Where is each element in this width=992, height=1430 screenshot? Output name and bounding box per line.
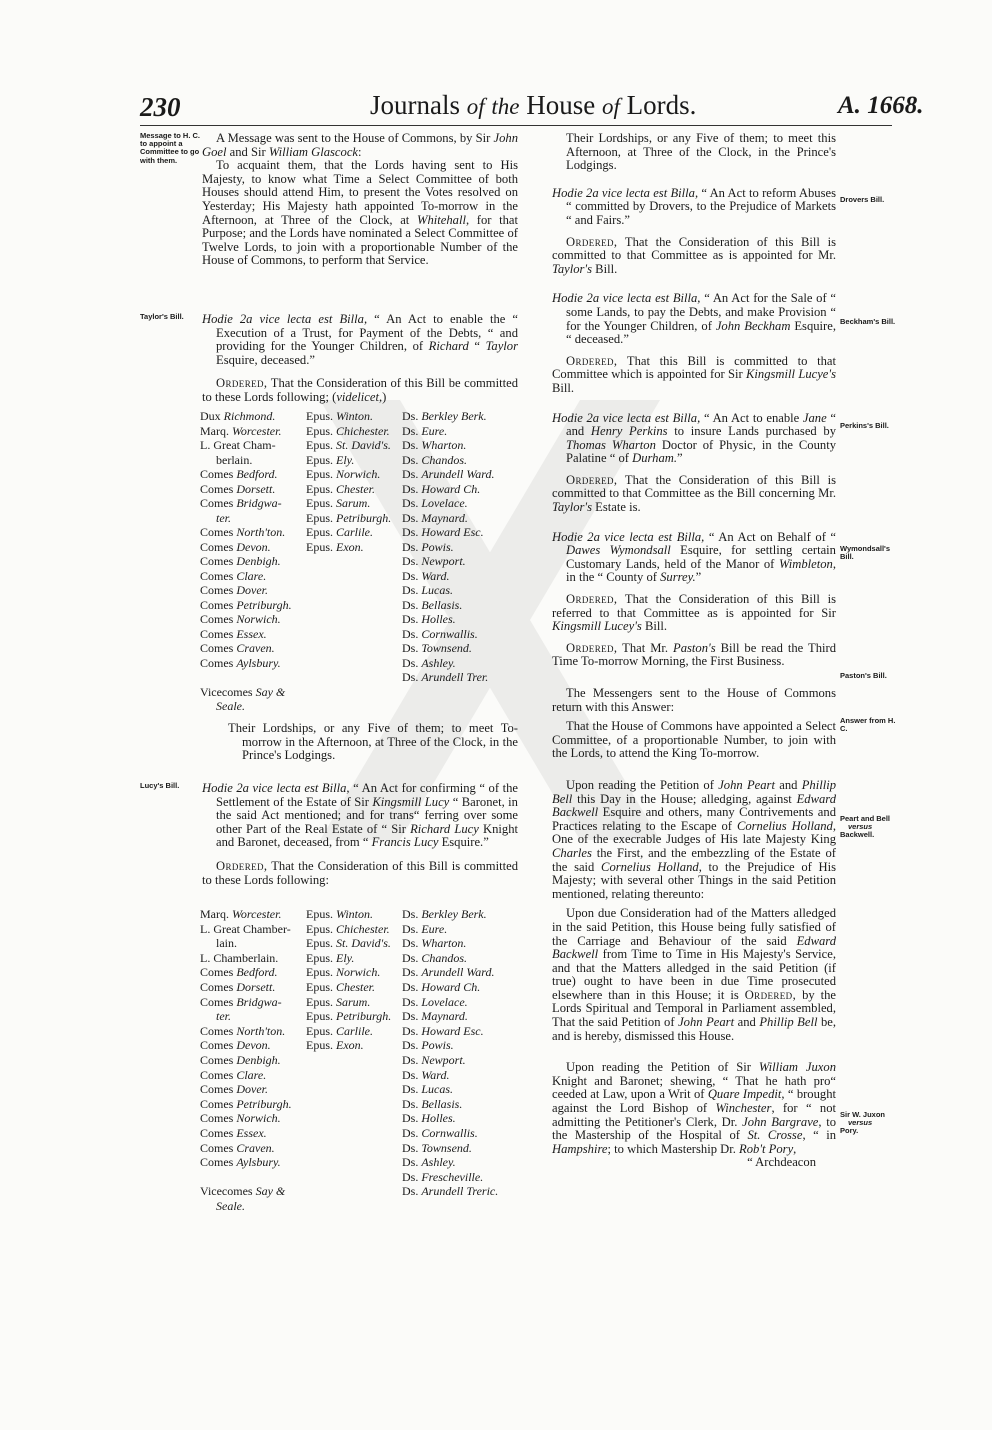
committee-member: Epus. Winton.	[306, 409, 374, 423]
wymondsall-order: Ordered, That the Consideration of this Bill is referred to that Committee as is appointed for Sir Kingsmill Lucey's Bill.	[552, 592, 836, 634]
margin-note-juxon-line1: Sir W. Juxon	[840, 1110, 886, 1119]
committee-member: Epus. Sarum.	[306, 496, 371, 510]
committee-member: Comes Clare.	[200, 1067, 267, 1082]
committee-member: L. Chamberlain.	[200, 950, 279, 965]
running-title	[370, 90, 696, 121]
committee-member: Ds. Eure.	[402, 921, 448, 936]
committee-member: Epus. Winton.	[306, 907, 374, 921]
committee-member: Comes Craven.	[200, 1140, 275, 1155]
committee-list-taylor	[200, 410, 520, 715]
committee-member: Comes Denbigh.	[200, 1053, 281, 1067]
margin-note-drovers: Drovers Bill.	[840, 195, 885, 204]
committee-member: Ds. Cornwallis.	[402, 626, 478, 641]
committee-member: Epus. Carlile.	[306, 1023, 374, 1038]
margin-note-beckham: Beckham's Bill.	[840, 317, 896, 326]
committee-member: Ds. Arundell Treric.	[402, 1184, 499, 1199]
margin-note-wymondsall: Wymondsall's Bill.	[840, 544, 890, 562]
committee-member: Ds. Townsend.	[402, 1140, 472, 1155]
committee-member: Epus. Exon.	[306, 1038, 364, 1053]
committee-member: Comes Bedford.	[200, 965, 278, 980]
committee-member: Ds. Chandos.	[402, 950, 468, 965]
committee-member: berlain.	[216, 452, 253, 467]
committee-member: Ds. Powis.	[402, 1038, 454, 1053]
committee-member: Ds. Arundell Ward.	[402, 467, 495, 481]
committee-member: Comes Clare.	[200, 568, 267, 583]
lucy-bill-reading: Hodie 2a vice lecta est Billa, “ An Act for confirming “ of the Settlement of the Estate of Sir Kingsmill Lucy “ Baronet, in the said Act mentioned; and for trans“ ferring over some other Part of the Real Estate of “ Sir Richard Lucy Knight and Baronet, deceased, from “ Francis Lucy Esquire.”	[202, 781, 518, 850]
committee-member: Comes Aylsbury.	[200, 1155, 281, 1170]
committee-member: Ds. Wharton.	[402, 438, 467, 452]
committee-member: Ds. Lovelace.	[402, 994, 468, 1009]
committee-member: Ds. Arundell Trer.	[402, 670, 489, 684]
beckham-order: Ordered, That this Bill is committed to that Committee which is appointed for Sir Kingsmill Lucye's Bill.	[552, 353, 836, 395]
margin-note-juxon-line2: versus	[848, 1118, 873, 1128]
committee-member: Comes Dorsett.	[200, 481, 276, 496]
meeting-this-afternoon: Their Lordships, or any Five of them; to meet this Afternoon, at Three of the Clock, in the Prince's Lodgings.	[566, 131, 836, 173]
committee-member: Comes North'ton.	[200, 1023, 286, 1038]
title-of: of	[466, 94, 485, 119]
margin-note-juxon	[840, 1111, 900, 1136]
committee-member: Vicecomes Say &	[200, 1184, 286, 1199]
committee-member: Ds. Lucas.	[402, 1082, 454, 1097]
committee-member: Ds. Powis.	[402, 539, 454, 554]
committee-member: Seale.	[216, 699, 245, 713]
year-prefix: A.	[838, 92, 861, 119]
committee-member: Dux Richmond.	[200, 409, 276, 423]
committee-member: Epus. Chichester.	[306, 423, 390, 438]
committee-member: Ds. Eure.	[402, 423, 448, 438]
committee-member: Epus. Carlile.	[306, 525, 374, 539]
committee-member: Epus. Petriburgh.	[306, 1009, 392, 1024]
lucy-bill-block	[202, 782, 518, 887]
committee-member: Ds. Arundell Ward.	[402, 965, 495, 980]
committee-member: Seale.	[216, 1199, 245, 1213]
committee-member: Comes Essex.	[200, 1126, 267, 1140]
margin-note-peart	[840, 815, 900, 840]
committee-member: Comes North'ton.	[200, 525, 286, 539]
committee-member: Ds. Frescheville.	[402, 1169, 484, 1184]
committee-member: Epus. Ely.	[306, 452, 355, 467]
committee-member: Ds. Ashley.	[402, 1155, 456, 1170]
margin-note-peart-line2: versus	[848, 822, 873, 832]
margin-note-juxon-line3: Pory.	[840, 1126, 859, 1136]
committee-member: Ds. Lucas.	[402, 583, 454, 597]
juxon-petition: Upon reading the Petition of Sir William Juxon Knight and Baronet; shewing, “ That he hath pro“ ceeded at Law, upon a Writ of Quare Impedit, “ brought against the Lord Bishop of Winchester, for “ not admitting the Petitioner's Clerk, Dr. John Bargrave, to the Mastership of the Hospital of St. Crosse, “ in Hampshire; to which Mastership Dr. Rob't Pory,	[552, 1060, 837, 1156]
committee-member: Marq. Worcester.	[200, 423, 282, 438]
taylor-meeting-text: Their Lordships, or any Five of them; to meet To-morrow in the Afternoon, at Three of the Clock, in the Prince's Lodgings.	[228, 721, 518, 763]
committee-member: Comes Norwich.	[200, 1111, 281, 1126]
committee-member: Ds. Howard Esc.	[402, 525, 484, 539]
margin-note-taylor: Taylor's Bill.	[140, 312, 184, 321]
committee-member: Comes Dover.	[200, 1082, 269, 1097]
committee-member: Ds. Maynard.	[402, 1009, 468, 1024]
committee-member: L. Great Cham-	[200, 438, 276, 452]
committee-member: Epus. Chester.	[306, 481, 375, 496]
header-rule	[140, 125, 892, 126]
committee-member: Comes Aylsbury.	[200, 655, 281, 670]
committee-member: Ds. Ward.	[402, 1067, 450, 1082]
perkins-bill-reading: Hodie 2a vice lecta est Billa, “ An Act to enable Jane “ and Henry Perkins to insure Lands purchased by Thomas Wharton Doctor of Physic, in the County Palatine “ of Durham.”	[552, 410, 836, 466]
message-block	[202, 132, 518, 268]
drovers-bill-reading: Hodie 2a vice lecta est Billa, “ An Act to reform Abuses “ committed by Drovers, to the Prejudice of Markets “ and Fairs.”	[552, 185, 836, 227]
title-the: the	[491, 94, 520, 119]
committee-member: Comes Bridgwa-	[200, 496, 282, 510]
committee-member: Epus. Chester.	[306, 980, 375, 994]
committee-member: Comes Dorsett.	[200, 980, 276, 994]
wymondsall-bill-reading: Hodie 2a vice lecta est Billa, “ An Act on Behalf of “ Dawes Wymondsall Esquire, for settling certain Customary Lands, held of the Manor of Wimbleton, in the “ County of Surrey.”	[552, 529, 836, 585]
committee-member: Comes Devon.	[200, 1038, 271, 1053]
lucy-order: Ordered, That the Consideration of this Bill is committed to these Lords following:	[202, 858, 518, 887]
committee-member: Ds. Berkley Berk.	[402, 907, 487, 921]
committee-member: Epus. Sarum.	[306, 994, 371, 1009]
committee-member: Epus. Norwich.	[306, 467, 381, 481]
taylor-order: Ordered, That the Consideration of this Bill be committed to these Lords following; (videlicet,)	[202, 376, 518, 404]
committee-member: Ds. Townsend.	[402, 641, 472, 655]
year-value: 1668.	[867, 92, 924, 119]
committee-member: Comes Norwich.	[200, 612, 281, 626]
right-column	[552, 132, 836, 1170]
committee-member: Epus. Ely.	[306, 950, 355, 965]
title-lords: Lords.	[626, 90, 697, 120]
committee-member: L. Great Chamber-	[200, 921, 291, 936]
committee-member: Ds. Cornwallis.	[402, 1126, 478, 1140]
committee-member: Comes Petriburgh.	[200, 1096, 292, 1111]
committee-member: Epus. Norwich.	[306, 965, 381, 980]
committee-member: Comes Bridgwa-	[200, 994, 282, 1009]
committee-member: Ds. Newport.	[402, 1053, 466, 1067]
committee-member: Marq. Worcester.	[200, 907, 282, 921]
perkins-order: Ordered, That the Consideration of this Bill is committed to that Committee as the Bill concerning Mr. Taylor's Estate is.	[552, 472, 836, 515]
peart-petition: Upon reading the Petition of John Peart and Phillip Bell this Day in the House; alledging, against Edward Backwell Esquire and others, many Contrivements and Practices relating to the Escape of Cornelius Holland, One of the execrable Judges of His late Majesty King Charles the First, and the embezzling of the Estate of the said Cornelius Holland, to the Prejudice of His Majesty; with several other Things in the said Petition mentioned, relating thereunto:	[552, 777, 837, 901]
margin-note-paston: Paston's Bill.	[840, 671, 887, 680]
committee-member: Ds. Newport.	[402, 554, 466, 568]
committee-member: Vicecomes Say &	[200, 684, 286, 699]
committee-member: Ds. Berkley Berk.	[402, 409, 487, 423]
answer-para-1: The Messengers sent to the House of Commons return with this Answer:	[552, 686, 836, 714]
margin-note-answer: Answer from H. C.	[840, 716, 896, 734]
taylor-bill-block	[202, 313, 518, 405]
committee-member: Ds. Bellasis.	[402, 597, 463, 612]
margin-note-message: Message to H. C. to appoint a Committee to go with them.	[140, 131, 201, 165]
answer-para-2: That the House of Commons have appointed a Select Committee, of a proportionable Number, to join with the Lords, to attend the King To-morrow.	[552, 719, 836, 761]
taylor-meeting-note	[228, 722, 518, 763]
committee-member: Epus. St. David's.	[306, 936, 391, 951]
year	[838, 92, 923, 120]
committee-member: Ds. Bellasis.	[402, 1096, 463, 1111]
committee-member: Ds. Chandos.	[402, 452, 468, 467]
committee-member: Ds. Ashley.	[402, 655, 456, 670]
committee-member: Ds. Ward.	[402, 568, 450, 583]
committee-member: ter.	[216, 510, 231, 525]
message-para-1: A Message was sent to the House of Commons, by Sir John Goel and Sir William Glascock:	[202, 131, 518, 159]
committee-member: Ds. Wharton.	[402, 936, 467, 951]
committee-member: Comes Devon.	[200, 539, 271, 554]
committee-member: Epus. Chichester.	[306, 921, 390, 936]
title-of-2: of	[602, 94, 620, 119]
committee-member: lain.	[216, 936, 237, 951]
committee-member: Comes Petriburgh.	[200, 597, 292, 612]
committee-member: ter.	[216, 1009, 231, 1024]
committee-member: Comes Bedford.	[200, 467, 278, 481]
committee-member: Ds. Lovelace.	[402, 496, 468, 510]
paston-order: Ordered, That Mr. Paston's Bill be read the Third Time To-morrow Morning, the First Business.	[552, 640, 836, 669]
committee-list-lucy	[200, 908, 520, 1218]
committee-member: Epus. Petriburgh.	[306, 510, 392, 525]
committee-member: Ds. Howard Ch.	[402, 481, 481, 496]
margin-note-perkins: Perkins's Bill.	[840, 421, 889, 430]
committee-member: Comes Dover.	[200, 583, 269, 597]
committee-member: Ds. Howard Esc.	[402, 1023, 484, 1038]
catchword: “ Archdeacon	[747, 1155, 816, 1170]
drovers-order: Ordered, That the Consideration of this Bill is committed to that Committee as is appointed for Mr. Taylor's Bill.	[552, 234, 836, 276]
committee-member: Ds. Holles.	[402, 1111, 456, 1126]
title-journals: Journals	[370, 90, 460, 120]
committee-member: Epus. Exon.	[306, 539, 364, 554]
beckham-bill-reading: Hodie 2a vice lecta est Billa, “ An Act for the Sale of “ some Lands, to pay the Debts, and make Provision “ for the Younger Children, of John Beckham Esquire, “ deceased.”	[552, 291, 836, 347]
margin-note-lucy: Lucy's Bill.	[140, 781, 180, 790]
committee-member: Ds. Maynard.	[402, 510, 468, 525]
message-para-2: To acquaint them, that the Lords having sent to His Majesty, to know what Time a Select Committee of both Houses should attend Him, to present the Votes resolved on Yesterday; His Majesty hath appointed To-morrow in the Afternoon, at Three of the Clock, at Whitehall, for that Purpose; and the Lords have nominated a Select Committee of Twelve Lords, to join with a proportionable Number of the House of Commons, to perform that Service.	[202, 158, 518, 268]
title-house: House	[526, 90, 596, 120]
committee-member: Comes Essex.	[200, 626, 267, 641]
committee-member: Ds. Holles.	[402, 612, 456, 626]
committee-member: Ds. Howard Ch.	[402, 980, 481, 994]
page-number: 230	[140, 92, 181, 122]
committee-member: Epus. St. David's.	[306, 438, 391, 452]
taylor-bill-reading: Hodie 2a vice lecta est Billa, “ An Act to enable the “ Execution of a Trust, for Payment of the Debts, “ and providing for the Younger Children, of Richard “ Taylor Esquire, deceased.”	[202, 312, 518, 367]
peart-dismissal: Upon due Consideration had of the Matters alledged in the said Petition, this House being fully satisfied of the Carriage and Behaviour of the said Edward Backwell from Time to Time in His Majesty's Service, and that the Matters alledged in the said Petition (if true) ought to have been in due Time prosecuted elsewhere than in this House; it is Ordered, by the Lords Spiritual and Temporal in Parliament assembled, That the said Petition of John Peart and Phillip Bell be, and is hereby, dismissed this House.	[552, 906, 837, 1043]
committee-member: Comes Denbigh.	[200, 554, 281, 568]
margin-note-peart-line1: Peart and Bell	[840, 814, 891, 823]
committee-member: Comes Craven.	[200, 641, 275, 655]
margin-note-peart-line3: Backwell.	[840, 830, 875, 840]
